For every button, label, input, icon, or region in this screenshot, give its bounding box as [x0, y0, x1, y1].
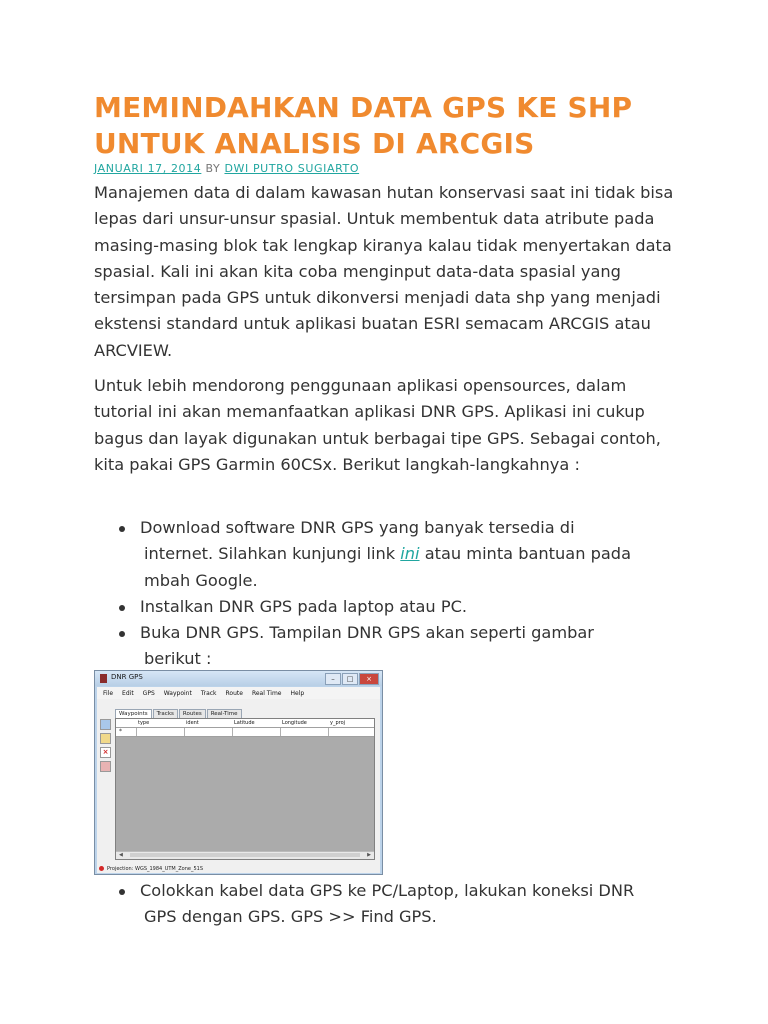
by-label: BY	[205, 162, 221, 175]
paragraph-opensource: Untuk lebih mendorong penggunaan aplikasi opensources, dalam tutorial ini akan memanfaatkan aplikasi DNR GPS. Aplikasi ini cukup bagus dan layak digunakan untuk berbagai tipe GPS. Sebagai contoh, kita pakai GPS Garmin 60CSx. Berikut langkah-langkahnya :	[94, 376, 661, 474]
col-longitude: Longitude	[282, 720, 307, 726]
window-titlebar	[95, 671, 382, 686]
ini-link[interactable]: ini	[400, 544, 420, 564]
close-icon: ×	[359, 673, 379, 685]
grid-cell	[328, 728, 329, 736]
step-download-text-2: internet. Silahkan kunjungi link	[144, 544, 396, 564]
tab-tracks: Tracks	[153, 709, 178, 718]
new-file-icon	[100, 719, 111, 730]
grid-header	[116, 719, 374, 728]
author-link[interactable]: DWI PUTRO SUGIARTO	[224, 162, 360, 175]
menu-file: File	[103, 689, 114, 697]
minimize-icon: –	[325, 673, 341, 685]
maximize-icon: □	[342, 673, 358, 685]
col-latitude: Latitude	[234, 720, 255, 726]
step-download-text-1: Download software DNR GPS yang banyak tersedia di	[140, 518, 575, 537]
grid-cell	[136, 728, 137, 736]
step-open-text-1: Buka DNR GPS. Tampilan DNR GPS akan seperti gambar	[140, 623, 594, 643]
window-title: DNR GPS	[111, 673, 143, 681]
tab-routes: Routes	[179, 709, 206, 718]
bullet-dot	[119, 526, 125, 532]
dnr-gps-screenshot	[94, 670, 383, 875]
menu-waypoint: Waypoint	[163, 689, 192, 697]
toolbar-column	[100, 719, 112, 775]
tab-waypoints: Waypoints	[115, 709, 152, 718]
paragraph-intro: Manajemen data di dalam kawasan hutan konservasi saat ini tidak bisa lepas dari unsur-unsur spasial. Untuk membentuk data atribute pada masing-masing blok tak lengkap kiranya kalau tidak menyertakan data spasial. Kali ini akan kita coba menginput data-data spasial yang tersimpan pada GPS untuk dikonversi menjadi data shp yang menjadi ekstensi standard untuk aplikasi buatan ESRI semacam ARCGIS atau ARCVIEW.	[94, 183, 674, 360]
menu-route: Route	[225, 689, 243, 697]
col-y-proj: y_proj	[330, 720, 346, 726]
menu-edit: Edit	[122, 689, 134, 697]
step-connect-text-1: Colokkan kabel data GPS ke PC/Laptop, lakukan koneksi DNR	[140, 881, 635, 900]
post-date-link[interactable]: JANUARI 17, 2014	[94, 162, 202, 175]
steps-list	[94, 515, 694, 673]
list-item	[94, 594, 694, 620]
scroll-left-icon: ◀	[119, 852, 123, 858]
status-bar	[97, 865, 380, 873]
step-install-text: Instalkan DNR GPS pada laptop atau PC.	[140, 596, 468, 616]
status-indicator-icon	[99, 866, 104, 871]
map-icon	[100, 761, 111, 772]
step-download-text-3: atau minta bantuan pada	[424, 544, 632, 564]
step-download-text-4: mbah Google.	[144, 570, 258, 590]
menu-track: Track	[200, 689, 217, 697]
tab-strip	[115, 709, 242, 718]
waypoint-grid	[115, 718, 375, 860]
window-body	[97, 699, 380, 865]
list-item	[94, 620, 694, 673]
tab-real-time: Real-Time	[207, 709, 242, 718]
list-item	[94, 515, 694, 594]
horizontal-scrollbar	[116, 851, 374, 859]
col-ident: ident	[186, 720, 199, 726]
window-controls	[325, 673, 379, 685]
menu-help: Help	[290, 689, 305, 697]
article-title: MEMINDAHKAN DATA GPS KE SHP UNTUK ANALISIS DI ARCGIS	[94, 91, 633, 160]
grid-cell	[232, 728, 233, 736]
scroll-right-icon: ▶	[367, 852, 371, 858]
table-row	[116, 728, 374, 737]
new-row-icon: *	[119, 728, 122, 735]
step-connect-text-2: GPS dengan GPS. GPS >> Find GPS.	[144, 907, 437, 927]
menu-gps: GPS	[142, 689, 155, 697]
bullet-dot	[119, 631, 125, 637]
grid-cell	[184, 728, 185, 736]
delete-icon: ×	[100, 747, 111, 758]
menu-real-time: Real Time	[251, 689, 282, 697]
grid-cell	[280, 728, 281, 736]
open-folder-icon	[100, 733, 111, 744]
projection-status: Projection: WGS_1984_UTM_Zone_51S	[107, 866, 204, 872]
app-icon	[100, 674, 107, 683]
bullet-dot	[119, 605, 125, 611]
col-type: type	[138, 720, 150, 726]
steps-list-continued	[94, 878, 694, 931]
list-item	[94, 878, 694, 931]
scroll-thumb	[130, 853, 360, 857]
step-open-text-2: berikut :	[144, 649, 212, 669]
bullet-dot	[119, 889, 125, 895]
menu-bar	[97, 687, 380, 699]
step-download-line-2	[140, 541, 694, 567]
post-meta	[94, 162, 359, 175]
